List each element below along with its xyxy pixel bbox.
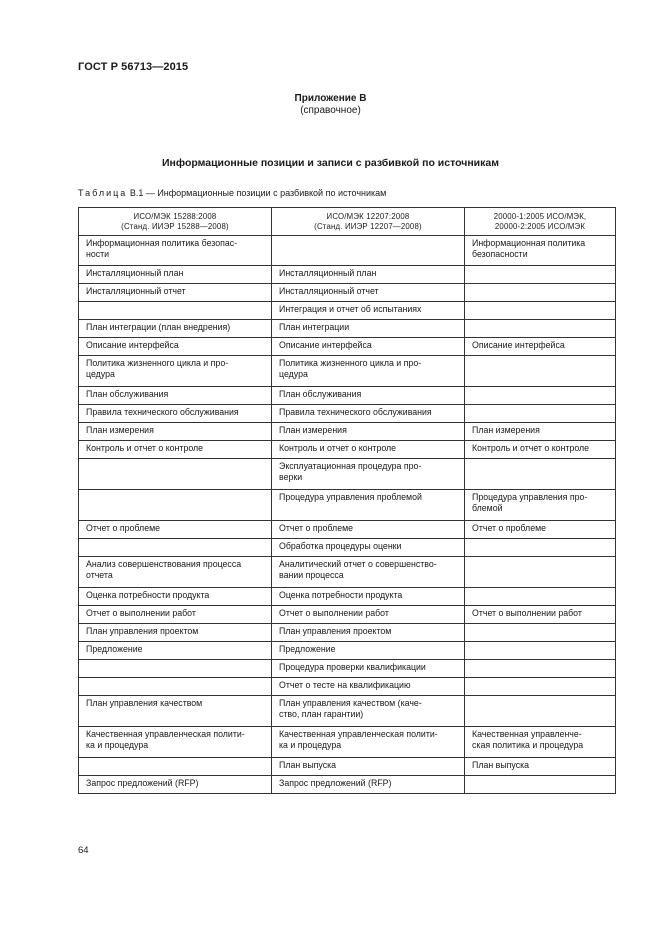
- table-cell: [79, 588, 272, 606]
- table-cell: [465, 727, 616, 758]
- table-cell: [272, 776, 465, 794]
- table-caption-text: В.1 — Информационные позиции с разбивкой по источникам: [129, 188, 387, 198]
- cell-line: План управления качеством (каче-: [279, 698, 422, 708]
- table-cell: [79, 266, 272, 284]
- cell-line: Отчет о проблеме: [86, 523, 161, 533]
- cell-line: ство, план гарантии): [279, 709, 364, 719]
- table-cell: [272, 387, 465, 405]
- cell-line: Интеграция и отчет об испытаниях: [279, 304, 422, 314]
- table-row: [79, 696, 616, 727]
- table-cell: [79, 624, 272, 642]
- table-row: [79, 423, 616, 441]
- table-cell: [272, 302, 465, 320]
- cell-line: Отчет о выполнении работ: [279, 608, 389, 618]
- table-row: [79, 459, 616, 490]
- table-cell: [79, 606, 272, 624]
- table-cell: [272, 338, 465, 356]
- table-cell: [465, 284, 616, 302]
- table-cell: [465, 696, 616, 727]
- table-cell: [272, 727, 465, 758]
- cell-line: безопасности: [472, 249, 528, 259]
- table-cell: [79, 284, 272, 302]
- section-title: Информационные позиции и записи с разбивкой по источникам: [162, 157, 499, 169]
- cell-line: цедура: [279, 369, 308, 379]
- cell-line: Предложение: [279, 644, 336, 654]
- table-row: [79, 588, 616, 606]
- cell-line: Отчет о проблеме: [472, 523, 547, 533]
- table-cell: [465, 405, 616, 423]
- table-cell: [272, 678, 465, 696]
- header-line: (Станд. ИИЭР 15288—2008): [121, 221, 229, 231]
- cell-line: План выпуска: [279, 760, 337, 770]
- cell-line: Процедура проверки квалификации: [279, 662, 426, 672]
- cell-line: ности: [86, 249, 110, 259]
- table-caption: [78, 188, 386, 198]
- table-cell: [272, 588, 465, 606]
- cell-line: ка и процедура: [279, 740, 342, 750]
- cell-line: блемой: [472, 503, 503, 513]
- header-iso-12207: [272, 208, 465, 236]
- table-cell: [272, 266, 465, 284]
- table-cell: [272, 660, 465, 678]
- cell-line: Эксплуатационная процедура про-: [279, 461, 422, 471]
- cell-line: Процедура управления про-: [472, 492, 588, 502]
- table-cell: [272, 236, 465, 266]
- table-cell: [465, 539, 616, 557]
- cell-line: План интеграции (план внедрения): [86, 322, 231, 332]
- cell-line: Политика жизненного цикла и про-: [279, 358, 422, 368]
- table-cell: [465, 236, 616, 266]
- annex-subtitle: (справочное): [300, 105, 361, 116]
- table-row: [79, 727, 616, 758]
- table-cell: [465, 387, 616, 405]
- table-cell: [79, 423, 272, 441]
- table-cell: [465, 521, 616, 539]
- cell-line: Контроль и отчет о контроле: [86, 443, 204, 453]
- table-row: [79, 642, 616, 660]
- table-row: [79, 266, 616, 284]
- cell-line: Инсталляционный план: [279, 268, 377, 278]
- cell-line: Политика жизненного цикла и про-: [86, 358, 229, 368]
- table-cell: [79, 727, 272, 758]
- table-row: [79, 678, 616, 696]
- table-cell: [465, 338, 616, 356]
- cell-line: Предложение: [86, 644, 143, 654]
- table-cell: [79, 302, 272, 320]
- header-line: ИСО/МЭК 12207:2008: [326, 211, 410, 221]
- table-cell: [465, 490, 616, 521]
- table-cell: [79, 678, 272, 696]
- table-cell: [465, 678, 616, 696]
- cell-line: План измерения: [279, 425, 347, 435]
- cell-line: Оценка потребности продукта: [86, 590, 210, 600]
- table-cell: [79, 758, 272, 776]
- cell-line: Качественная управленческая полити-: [86, 729, 245, 739]
- table-cell: [465, 776, 616, 794]
- table-row: [79, 320, 616, 338]
- cell-line: Отчет о выполнении работ: [86, 608, 196, 618]
- cell-line: Описание интерфейса: [472, 340, 565, 350]
- table-cell: [465, 266, 616, 284]
- table-cell: [465, 459, 616, 490]
- table-cell: [465, 356, 616, 387]
- table-cell: [272, 423, 465, 441]
- table-row: [79, 758, 616, 776]
- table-cell: [79, 387, 272, 405]
- cell-line: Качественная управленческая полити-: [279, 729, 438, 739]
- header-line: ИСО/МЭК 15288:2008: [133, 211, 217, 221]
- table-header-row: [79, 208, 616, 236]
- annex-title: Приложение В: [294, 93, 367, 104]
- cell-line: цедура: [86, 369, 115, 379]
- cell-line: Качественная управленче-: [472, 729, 582, 739]
- cell-line: Правила технического обслуживания: [86, 407, 239, 417]
- table-cell: [79, 459, 272, 490]
- cell-line: Описание интерфейса: [279, 340, 372, 350]
- header-line: 20000-2:2005 ИСО/МЭК: [494, 221, 586, 231]
- cell-line: Инсталляционный отчет: [86, 286, 186, 296]
- cell-line: отчета: [86, 570, 113, 580]
- table-cell: [79, 642, 272, 660]
- table-cell: [272, 758, 465, 776]
- table-cell: [465, 320, 616, 338]
- table-row: [79, 539, 616, 557]
- table-cell: [272, 624, 465, 642]
- table-cell: [272, 320, 465, 338]
- table-cell: [465, 423, 616, 441]
- cell-line: Отчет о выполнении работ: [472, 608, 582, 618]
- table-row: [79, 236, 616, 266]
- table-cell: [272, 557, 465, 588]
- table-row: [79, 606, 616, 624]
- table-cell: [79, 521, 272, 539]
- table-cell: [272, 356, 465, 387]
- table-row: [79, 441, 616, 459]
- cell-line: Контроль и отчет о контроле: [279, 443, 397, 453]
- table-cell: [79, 356, 272, 387]
- table-row: [79, 405, 616, 423]
- table-row: [79, 338, 616, 356]
- table-cell: [465, 758, 616, 776]
- cell-line: План выпуска: [472, 760, 530, 770]
- table-cell: [79, 539, 272, 557]
- cell-line: Оценка потребности продукта: [279, 590, 403, 600]
- table-cell: [79, 776, 272, 794]
- table-caption-label: Таблица: [78, 188, 128, 198]
- table-cell: [465, 624, 616, 642]
- table-row: [79, 660, 616, 678]
- annex-heading: [0, 93, 661, 117]
- table-cell: [272, 642, 465, 660]
- table-cell: [79, 405, 272, 423]
- cell-line: Информационная политика: [472, 238, 586, 248]
- source-table: [78, 207, 616, 794]
- table-row: [79, 624, 616, 642]
- cell-line: ская политика и процедура: [472, 740, 584, 750]
- table-row: [79, 521, 616, 539]
- table-cell: [79, 660, 272, 678]
- header-line: (Станд. ИИЭР 12207—2008): [314, 221, 422, 231]
- table-cell: [272, 521, 465, 539]
- table-cell: [272, 441, 465, 459]
- table-row: [79, 557, 616, 588]
- cell-line: ка и процедура: [86, 740, 149, 750]
- cell-line: План измерения: [86, 425, 154, 435]
- cell-line: План интеграции: [279, 322, 350, 332]
- cell-line: Анализ совершенствования процесса: [86, 559, 242, 569]
- table-cell: [272, 284, 465, 302]
- cell-line: Аналитический отчет о совершенство-: [279, 559, 437, 569]
- table-cell: [465, 588, 616, 606]
- table-cell: [272, 405, 465, 423]
- cell-line: План управления качеством: [86, 698, 203, 708]
- cell-line: План обслуживания: [279, 389, 362, 399]
- table-row: [79, 284, 616, 302]
- cell-line: вании процесса: [279, 570, 344, 580]
- cell-line: Инсталляционный план: [86, 268, 184, 278]
- table-row: [79, 302, 616, 320]
- cell-line: План измерения: [472, 425, 540, 435]
- table-cell: [79, 320, 272, 338]
- table-cell: [79, 236, 272, 266]
- header-iso-20000: [465, 208, 616, 236]
- table-row: [79, 356, 616, 387]
- cell-line: Запрос предложений (RFP): [86, 778, 199, 788]
- cell-line: верки: [279, 472, 303, 482]
- cell-line: План управления проектом: [279, 626, 392, 636]
- header-line: 20000-1:2005 ИСО/МЭК,: [493, 211, 587, 221]
- document-code: ГОСТ Р 56713—2015: [78, 61, 189, 73]
- table-row: [79, 387, 616, 405]
- table-cell: [272, 459, 465, 490]
- cell-line: Обработка процедуры оценки: [279, 541, 402, 551]
- cell-line: Отчет о тесте на квалификацию: [279, 680, 411, 690]
- cell-line: Описание интерфейса: [86, 340, 179, 350]
- cell-line: Информационная политика безопас-: [86, 238, 238, 248]
- table-cell: [465, 557, 616, 588]
- table-cell: [465, 606, 616, 624]
- table-body: [79, 236, 616, 794]
- header-iso-15288: [79, 208, 272, 236]
- cell-line: Отчет о проблеме: [279, 523, 354, 533]
- cell-line: Правила технического обслуживания: [279, 407, 432, 417]
- table-cell: [79, 441, 272, 459]
- cell-line: Инсталляционный отчет: [279, 286, 379, 296]
- table-cell: [272, 490, 465, 521]
- page-number: 64: [78, 845, 89, 856]
- cell-line: Контроль и отчет о контроле: [472, 443, 590, 453]
- cell-line: План обслуживания: [86, 389, 169, 399]
- table-cell: [465, 642, 616, 660]
- table-cell: [465, 302, 616, 320]
- table-cell: [79, 490, 272, 521]
- table-cell: [272, 696, 465, 727]
- cell-line: Запрос предложений (RFP): [279, 778, 392, 788]
- table-cell: [79, 696, 272, 727]
- table-cell: [465, 660, 616, 678]
- table-cell: [272, 539, 465, 557]
- table-cell: [79, 338, 272, 356]
- cell-line: Процедура управления проблемой: [279, 492, 422, 502]
- table-cell: [272, 606, 465, 624]
- table-row: [79, 490, 616, 521]
- cell-line: План управления проектом: [86, 626, 199, 636]
- table-cell: [465, 441, 616, 459]
- table-cell: [79, 557, 272, 588]
- table-row: [79, 776, 616, 794]
